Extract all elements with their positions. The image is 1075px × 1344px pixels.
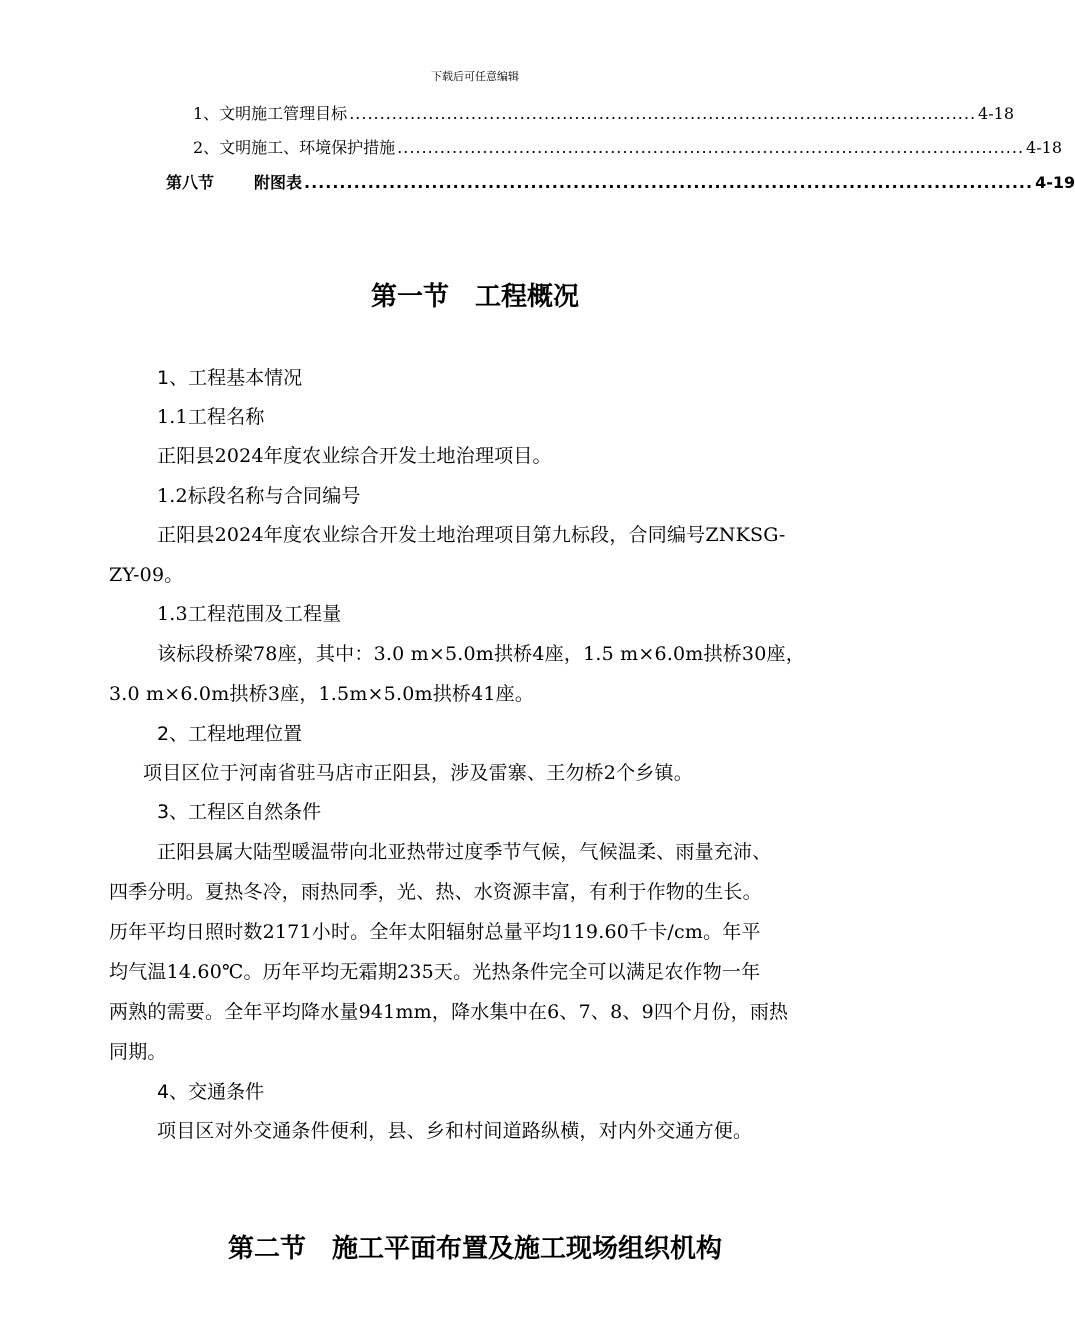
section-1-title: 第一节 工程概况: [370, 282, 579, 312]
toc-section-title: 附图表: [254, 173, 303, 192]
paragraph-nature-line-1: 正阳县属大陆型暖温带向北亚热带过度季节气候，气候温柔、雨量充沛、: [157, 841, 772, 863]
heading-traffic: 4、交通条件: [157, 1081, 265, 1103]
paragraph-nature-line-2: 四季分明。夏热冬冷，雨热同季，光、热、水资源丰富，有利于作物的生长。: [109, 881, 762, 903]
toc-page-number: 4-18: [978, 104, 1014, 123]
toc-section-8[interactable]: [166, 170, 1075, 192]
paragraph-scope-line-1: 该标段桥梁78座，其中：3.0 m×5.0m拱桥4座，1.5 m×6.0m拱桥30座，: [157, 643, 805, 665]
heading-scope: 1.3工程范围及工程量: [157, 603, 342, 625]
header-note: 下载后可任意编辑: [431, 70, 519, 83]
paragraph-location: 项目区位于河南省驻马店市正阳县，涉及雷寨、王勿桥2个乡镇。: [143, 762, 693, 784]
toc-item-text: 1、文明施工管理目标: [193, 104, 348, 123]
paragraph-project-name: 正阳县2024年度农业综合开发土地治理项目。: [157, 445, 552, 467]
paragraph-contract-line-1: 正阳县2024年度农业综合开发土地治理项目第九标段，合同编号ZNKSG-: [157, 524, 786, 546]
paragraph-scope-line-2: 3.0 m×6.0m拱桥3座，1.5m×5.0m拱桥41座。: [109, 683, 535, 705]
paragraph-contract-line-2: ZY-09。: [109, 564, 184, 586]
toc-page-number: 4-19: [1035, 173, 1075, 192]
toc-page-number: 4-18: [1026, 138, 1062, 157]
heading-natural-conditions: 3、工程区自然条件: [157, 801, 322, 823]
heading-basic-info: 1、工程基本情况: [157, 367, 303, 389]
toc-item-environment-measures[interactable]: [193, 135, 1062, 157]
paragraph-nature-line-5: 两熟的需要。全年平均降水量941mm，降水集中在6、7、8、9四个月份，雨热: [109, 1001, 789, 1023]
paragraph-traffic: 项目区对外交通条件便利，县、乡和村间道路纵横，对内外交通方便。: [157, 1120, 753, 1142]
toc-leader-dots: .......................................................................................................: [304, 173, 1034, 192]
heading-location: 2、工程地理位置: [157, 723, 303, 745]
toc-section-number: 第八节: [166, 173, 215, 192]
paragraph-nature-line-3: 历年平均日照时数2171小时。全年太阳辐射总量平均119.60千卡/cm。年平: [109, 921, 761, 943]
toc-item-text: 2、文明施工、环境保护措施: [193, 138, 396, 157]
toc-leader-dots: .......................................................................................................: [397, 138, 1025, 157]
heading-project-name: 1.1工程名称: [157, 406, 265, 428]
toc-item-civilized-construction-goal[interactable]: [193, 101, 1014, 123]
paragraph-nature-line-4: 均气温14.60℃。历年平均无霜期235天。光热条件完全可以满足农作物一年: [109, 961, 761, 983]
toc-section-label: [166, 170, 302, 193]
toc-leader-dots: .......................................................................................................: [349, 104, 977, 123]
section-2-title: 第二节 施工平面布置及施工现场组织机构: [227, 1234, 722, 1264]
paragraph-nature-line-6: 同期。: [109, 1041, 167, 1063]
heading-contract: 1.2标段名称与合同编号: [157, 485, 361, 507]
